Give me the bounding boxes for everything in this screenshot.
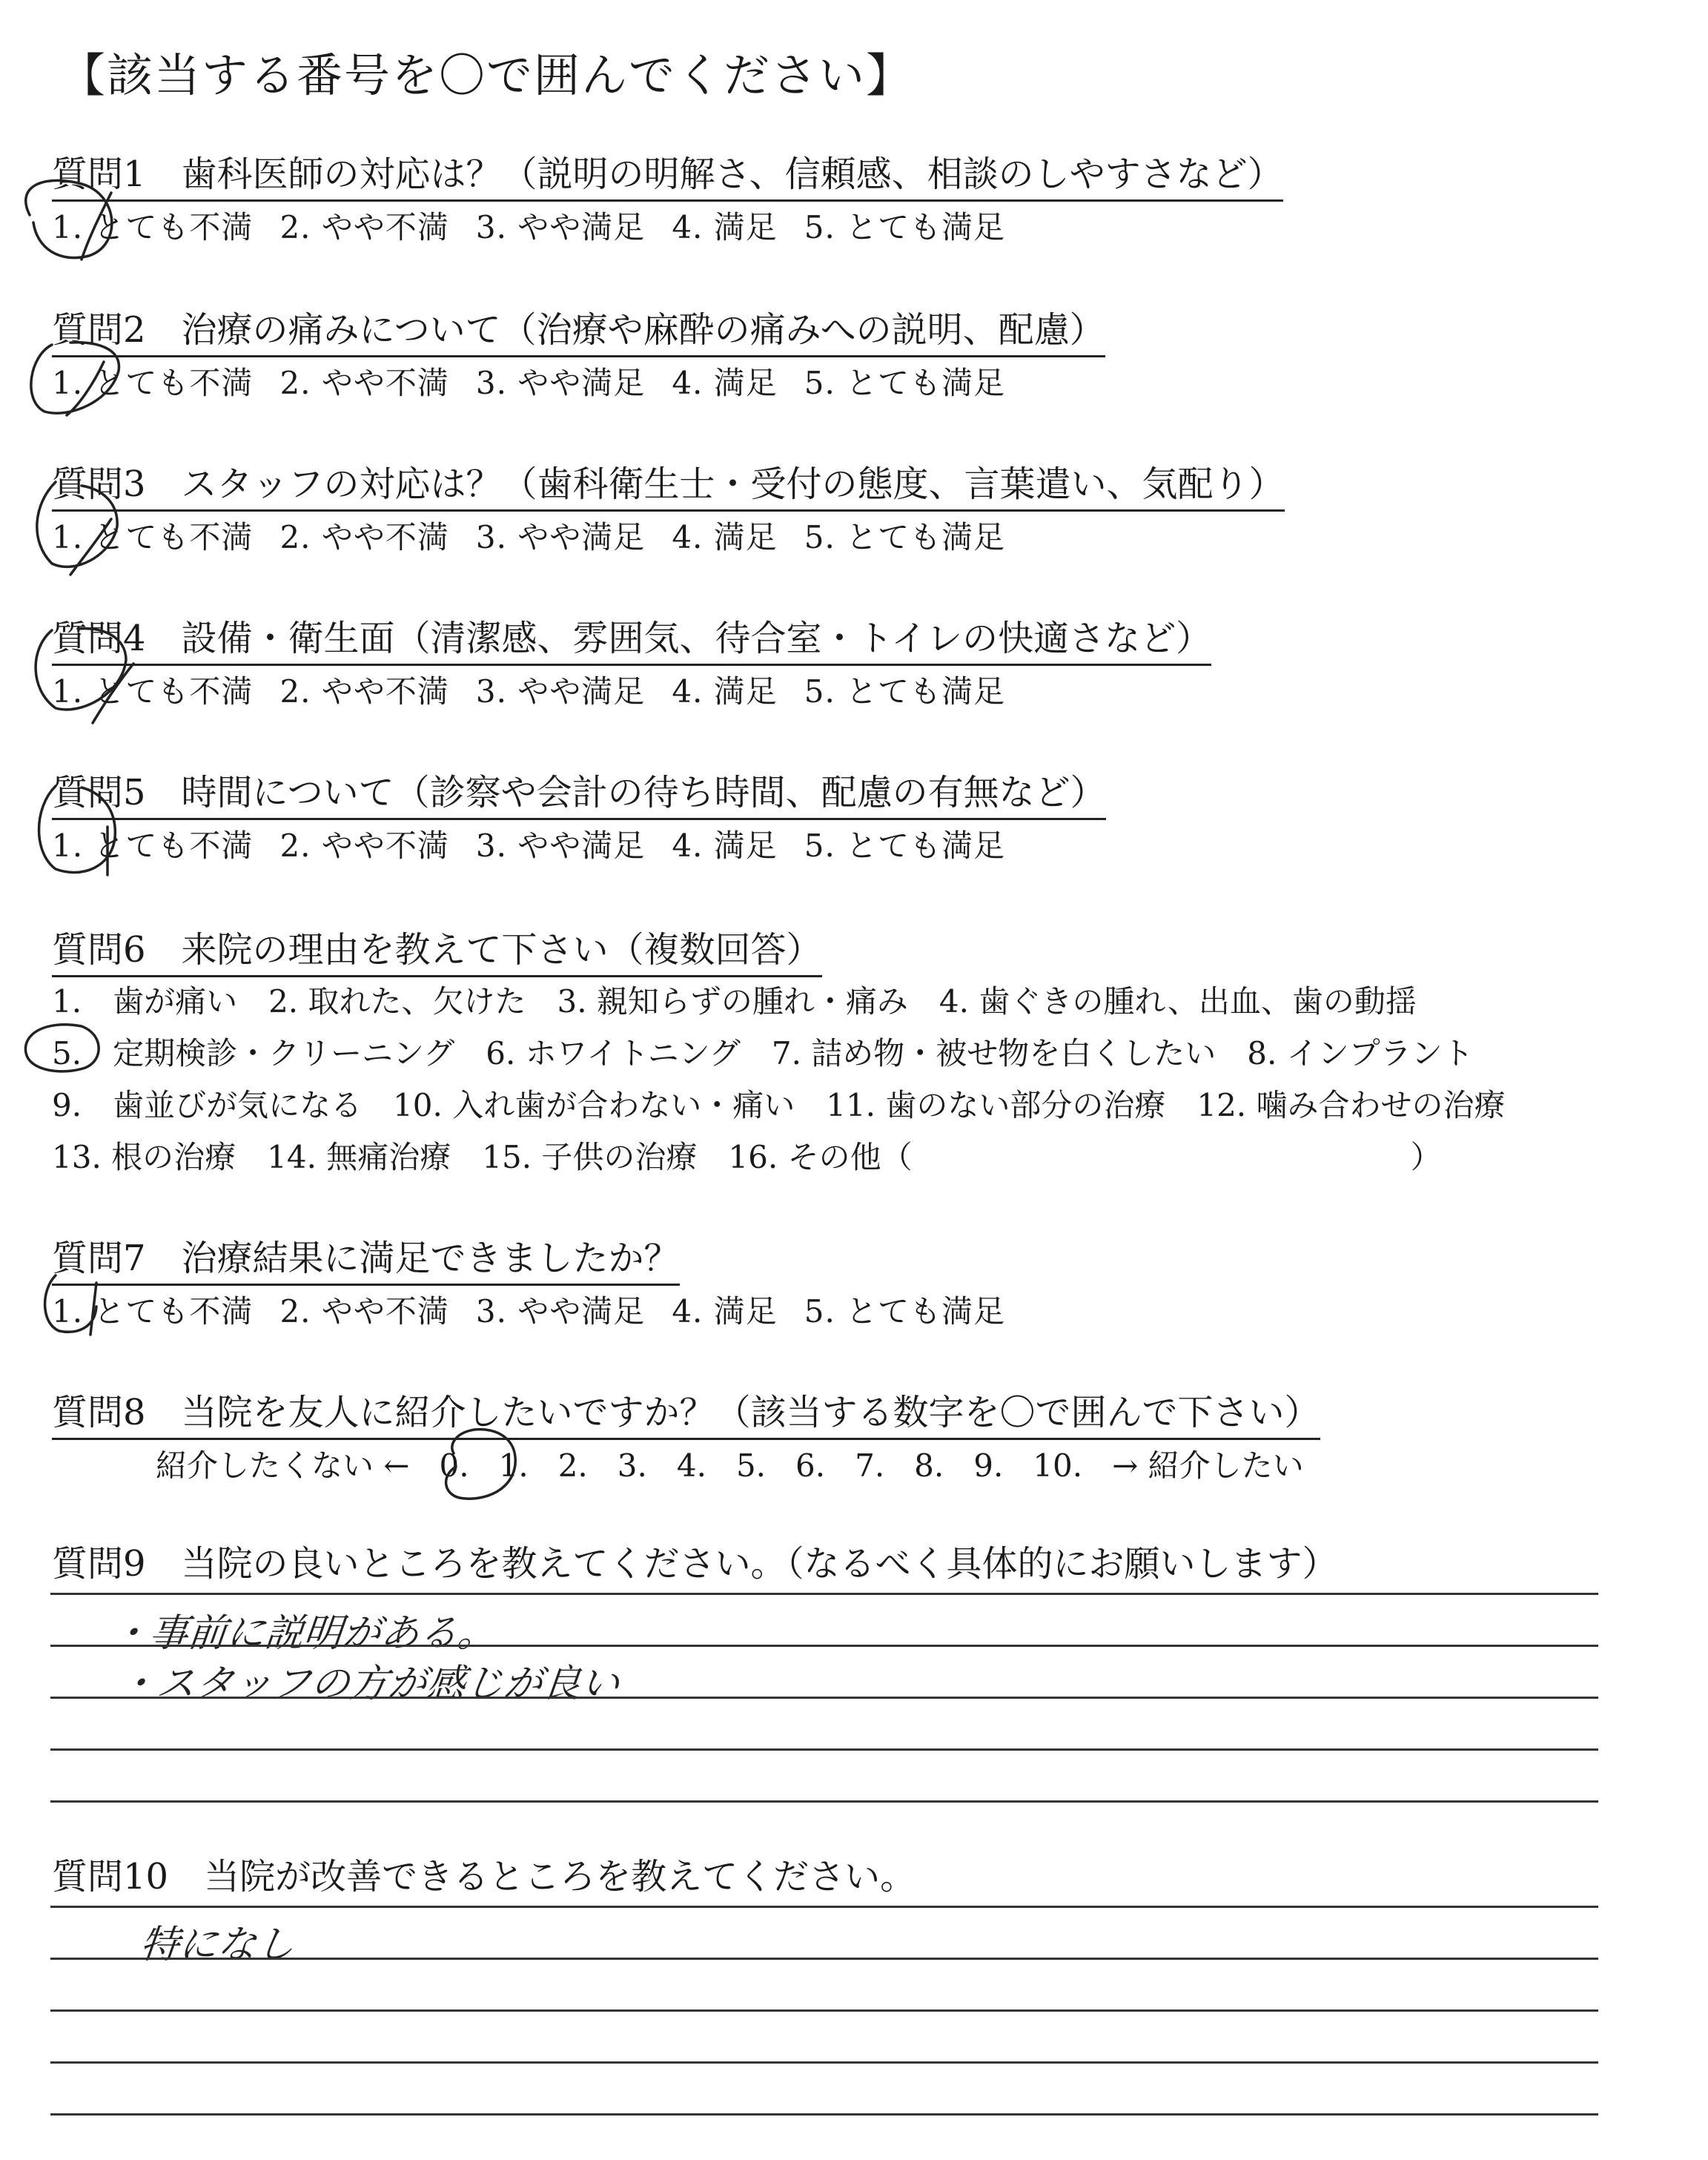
option-5[interactable]: 5. とても満足: [804, 1293, 1006, 1330]
option-3[interactable]: 3. やや満足: [475, 1293, 646, 1330]
handwritten-answer-2: ・スタッフの方が感じが良い: [116, 1662, 622, 1706]
option-3[interactable]: 3. やや満足: [475, 673, 646, 710]
question-4-label: 質問4 設備・衛生面（清潔感、雰囲気、待合室・トイレの快適さなど）: [52, 610, 1211, 666]
scale-right-label: → 紹介したい: [1112, 1447, 1304, 1484]
question-6-label: 質問6 来院の理由を教えて下さい（複数回答）: [52, 921, 822, 977]
question-5-label: 質問5 時間について（診察や会計の待ち時間、配慮の有無など）: [52, 764, 1106, 820]
option-3[interactable]: 3. やや満足: [475, 519, 646, 555]
option-2[interactable]: 2. やや不満: [279, 828, 449, 864]
question-6-row-3[interactable]: 9. 歯並びが気になる 10. 入れ歯が合わない・痛い 11. 歯のない部分の治療 12. 噛み合わせの治療: [52, 1087, 1506, 1123]
question-10-label: 質問10 当院が改善できるところを教えてください。: [52, 1856, 916, 1898]
option-1[interactable]: 1. とても不満: [52, 209, 254, 245]
option-5[interactable]: 5. とても満足: [804, 365, 1006, 401]
option-4[interactable]: 4. 満足: [672, 673, 778, 710]
scale-left-label: 紹介したくない ←: [156, 1447, 410, 1484]
scale-1[interactable]: 1.: [498, 1447, 529, 1484]
question-8-label: 質問8 当院を友人に紹介したいですか？（該当する数字を〇で囲んで下さい）: [52, 1384, 1320, 1440]
scale-5[interactable]: 5.: [735, 1447, 767, 1484]
question-6-row-4[interactable]: 13. 根の治療 14. 無痛治療 15. 子供の治療 16. その他（ ）: [52, 1139, 1442, 1175]
option-5[interactable]: 5. とても満足: [804, 673, 1006, 710]
handwritten-answer-1: ・事前に説明がある。: [108, 1611, 499, 1656]
question-7-label: 質問7 治療結果に満足できましたか？: [52, 1229, 680, 1286]
question-2-label: 質問2 治療の痛みについて（治療や麻酔の痛みへの説明、配慮）: [52, 301, 1105, 357]
option-3[interactable]: 3. やや満足: [475, 365, 646, 401]
page-title: 【該当する番号を〇で囲んでください】: [59, 48, 914, 102]
question-3-label: 質問3 スタッフの対応は？（歯科衛生士・受付の態度、言葉遣い、気配り）: [52, 455, 1285, 512]
option-2[interactable]: 2. やや不満: [279, 209, 449, 245]
option-4[interactable]: 4. 満足: [672, 828, 778, 864]
option-4[interactable]: 4. 満足: [672, 209, 778, 245]
circle-mark-q2: [31, 343, 119, 415]
option-1[interactable]: 1. とても不満: [52, 828, 254, 864]
question-9-label: 質問9 当院の良いところを教えてください。（なるべく具体的にお願いします）: [52, 1543, 1338, 1585]
option-4[interactable]: 4. 満足: [672, 1293, 778, 1330]
option-5[interactable]: 5. とても満足: [804, 209, 1006, 245]
option-2[interactable]: 2. やや不満: [279, 365, 449, 401]
option-1[interactable]: 1. とても不満: [52, 365, 254, 401]
circle-mark-q5: [39, 786, 116, 875]
question-6-row-2[interactable]: 5. 定期検診・クリーニング 6. ホワイトニング 7. 詰め物・被せ物を白くしたい 8. インプラント: [52, 1035, 1474, 1071]
scale-8[interactable]: 8.: [914, 1447, 944, 1484]
option-1[interactable]: 1. とても不満: [52, 519, 254, 555]
question-1-label: 質問1 歯科医師の対応は？（説明の明解さ、信頼感、相談のしやすさなど）: [52, 145, 1283, 202]
scale-3[interactable]: 3.: [617, 1447, 647, 1484]
handwritten-answer-3: 特になし: [138, 1923, 297, 1967]
scale-9[interactable]: 9.: [973, 1447, 1004, 1484]
question-6-row-1[interactable]: 1. 歯が痛い 2. 取れた、欠けた 3. 親知らずの腫れ・痛み 4. 歯ぐきの腫れ、出血、歯の動揺: [52, 983, 1417, 1020]
circle-mark-q7: [45, 1275, 96, 1335]
scale-2[interactable]: 2.: [557, 1447, 588, 1484]
circle-mark-q6: [25, 1025, 99, 1071]
scale-0[interactable]: 0.: [439, 1447, 469, 1484]
option-1[interactable]: 1. とても不満: [52, 1293, 254, 1330]
option-4[interactable]: 4. 満足: [672, 365, 778, 401]
circle-mark-q4: [36, 629, 133, 723]
option-3[interactable]: 3. やや満足: [475, 209, 646, 245]
circle-mark-q3: [37, 482, 117, 575]
option-2[interactable]: 2. やや不満: [279, 673, 449, 710]
scale-4[interactable]: 4.: [676, 1447, 706, 1484]
scale-7[interactable]: 7.: [855, 1447, 885, 1484]
option-5[interactable]: 5. とても満足: [804, 519, 1006, 555]
option-3[interactable]: 3. やや満足: [475, 828, 646, 864]
option-2[interactable]: 2. やや不満: [279, 519, 449, 555]
option-4[interactable]: 4. 満足: [672, 519, 778, 555]
scale-10[interactable]: 10.: [1033, 1447, 1083, 1484]
option-5[interactable]: 5. とても満足: [804, 828, 1006, 864]
circle-mark-q8: [446, 1430, 516, 1499]
scale-6[interactable]: 6.: [795, 1447, 826, 1484]
option-2[interactable]: 2. やや不満: [279, 1293, 449, 1330]
option-1[interactable]: 1. とても不満: [52, 673, 254, 710]
circle-mark-q1: [26, 180, 112, 260]
